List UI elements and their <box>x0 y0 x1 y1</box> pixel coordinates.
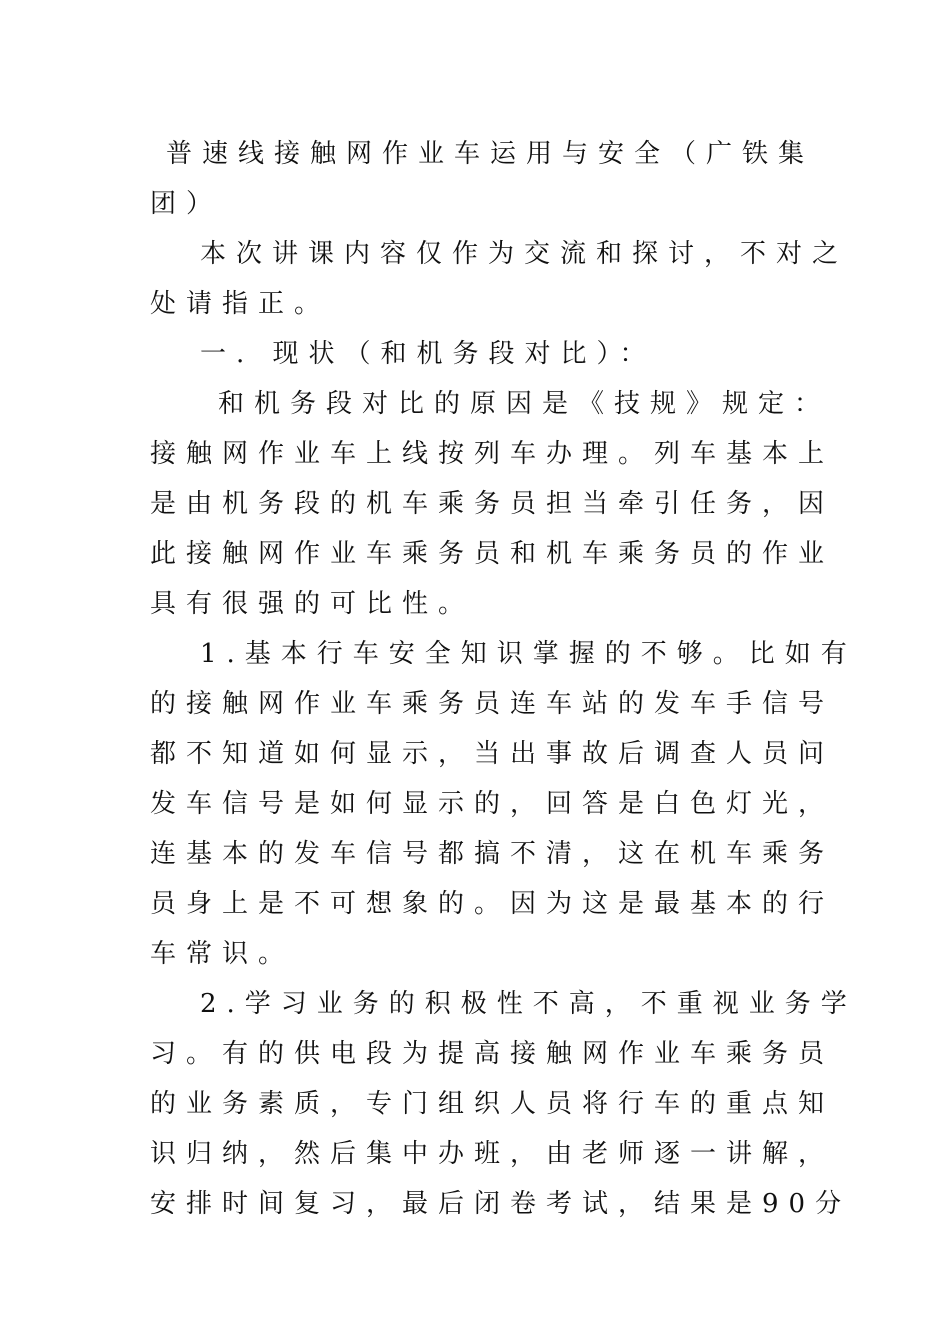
intro-line-1: 本次讲课内容仅作为交流和探讨，不对之 <box>200 239 849 269</box>
item1-line-1: 1.基本行车安全知识掌握的不够。比如有 <box>200 639 857 669</box>
item1-line-7: 车常识。 <box>150 939 295 969</box>
section-para-line-1: 和机务段对比的原因是《技规》规定： <box>218 389 831 419</box>
item2-line-5: 安排时间复习，最后闭卷考试，结果是90分 <box>150 1189 852 1219</box>
item2-line-3: 的业务素质，专门组织人员将行车的重点知 <box>150 1089 835 1119</box>
title-line-1: 普速线接触网作业车运用与安全（广铁集 <box>166 139 815 169</box>
item2-line-4: 识归纳，然后集中办班，由老师逐一讲解， <box>150 1139 835 1169</box>
title-line-2: 团） <box>150 189 223 219</box>
item1-line-4: 发车信号是如何显示的，回答是白色灯光， <box>150 789 835 819</box>
item1-line-3: 都不知道如何显示，当出事故后调查人员问 <box>150 739 835 769</box>
item2-line-2: 习。有的供电段为提高接触网作业车乘务员 <box>150 1039 835 1069</box>
section-para-line-4: 此接触网作业车乘务员和机车乘务员的作业 <box>150 539 835 569</box>
intro-line-2: 处请指正。 <box>150 289 331 319</box>
item1-line-2: 的接触网作业车乘务员连车站的发车手信号 <box>150 689 835 719</box>
section-para-line-2: 接触网作业车上线按列车办理。列车基本上 <box>150 439 835 469</box>
section-para-line-3: 是由机务段的机车乘务员担当牵引任务，因 <box>150 489 835 519</box>
item2-line-1: 2.学习业务的积极性不高，不重视业务学 <box>200 989 857 1019</box>
item1-line-6: 员身上是不可想象的。因为这是最基本的行 <box>150 889 835 919</box>
section-heading: 一. 现状（和机务段对比）： <box>200 339 656 369</box>
item1-line-5: 连基本的发车信号都搞不清，这在机车乘务 <box>150 839 835 869</box>
section-para-line-5: 具有很强的可比性。 <box>150 589 475 619</box>
